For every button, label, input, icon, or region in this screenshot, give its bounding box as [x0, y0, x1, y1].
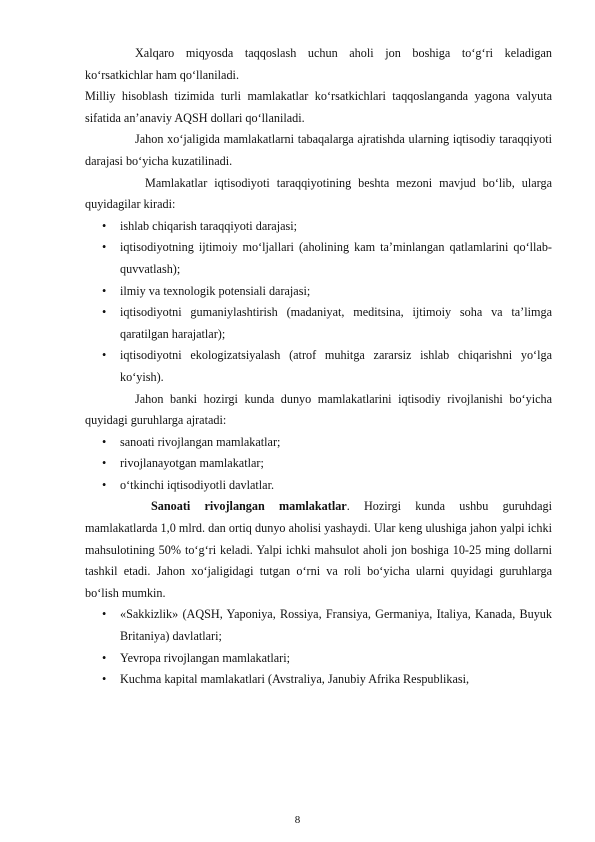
bullet-icon: • — [102, 434, 107, 449]
list-item — [85, 453, 552, 475]
list-item — [85, 345, 552, 388]
list-item — [85, 604, 552, 647]
list-item — [85, 281, 552, 303]
paragraph-currency: Milliy hisoblash tizimida turli mamlakatlar ko‘rsatkichlari taqqoslanganda yagona valyuta sifatida an’anaviy AQSH dollari qo‘llaniladi. — [85, 89, 552, 125]
page-number: 8 — [294, 814, 301, 826]
bullet-icon: • — [102, 650, 107, 665]
list-item — [85, 648, 552, 670]
developed-list — [85, 604, 552, 690]
list-item — [85, 216, 552, 238]
list-item-text: iqtisodiyotni ekologizatsiyalash (atrof muhitga zararsiz ishlab chiqarishni yo‘lga ko‘yish). — [120, 348, 552, 384]
page-content — [85, 43, 552, 691]
list-item-text: rivojlanayotgan mamlakatlar; — [120, 456, 264, 471]
bold-term: Sanoati rivojlangan mamlakatlar — [151, 499, 347, 514]
bullet-icon: • — [102, 348, 107, 363]
paragraph-intl-comparison: Xalqaro miqyosda taqqoslash uchun aholi jon boshiga to‘g‘ri keladigan ko‘rsatkichlar ham qo‘llaniladi. — [85, 46, 552, 82]
list-item-text: iqtisodiyotni gumaniylashtirish (madaniyat, meditsina, ijtimoiy soha va ta’limga qaratilgan harajatlar); — [120, 305, 552, 341]
bullet-icon: • — [102, 456, 107, 471]
list-item — [85, 669, 552, 691]
list-item-text: sanoati rivojlangan mamlakatlar; — [120, 434, 281, 449]
bullet-icon: • — [102, 305, 107, 320]
list-item — [85, 475, 552, 497]
list-item-text: ilmiy va texnologik potensiali darajasi; — [120, 283, 311, 298]
bullet-icon: • — [102, 477, 107, 492]
paragraph-classification: Jahon xo‘jaligida mamlakatlarni tabaqalarga ajratishda ularning iqtisodiy taraqqiyoti darajasi bo‘yicha kuzatilinadi. — [85, 132, 552, 168]
list-item-text: Yevropa rivojlangan mamlakatlari; — [120, 650, 291, 665]
list-item-text: iqtisodiyotning ijtimoiy mo‘ljallari (aholining kam ta’minlangan qatlamlarini qo‘llab-quvvatlash); — [120, 240, 552, 276]
paragraph-criteria-intro: Mamlakatlar iqtisodiyoti taraqqiyotining beshta mezoni mavjud bo‘lib, ularga quyidagilar kiradi: — [85, 175, 552, 212]
paragraph-text: . Hozirgi kunda ushbu guruhdagi mamlakatlarda 1,0 mlrd. dan ortiq dunyo aholisi yashaydi. Ular keng ulushiga jahon yalpi ichki mahsulotining 50% to‘g‘ri keladi. Yalpi ichki mahsulot aholi jon boshiga 10-25 ming dollarni tashkil etadi. Jahon xo‘jaligidagi tutgan o‘rni va roli bo‘yicha ularni quyidagi guruhlarga bo‘lish mumkin. — [85, 499, 553, 600]
list-item — [85, 432, 552, 454]
paragraph-world-bank: Jahon banki hozirgi kunda dunyo mamlakatlarini iqtisodiy rivojlanishi bo‘yicha quyidagi guruhlarga ajratadi: — [85, 391, 552, 428]
list-item-text: ishlab chiqarish taraqqiyoti darajasi; — [120, 218, 298, 233]
groups-list — [85, 432, 552, 497]
list-item-text: Kuchma kapital mamlakatlari (Avstraliya, Janubiy Afrika Respublikasi, — [120, 672, 470, 687]
list-item-text: «Sakkizlik» (AQSH, Yaponiya, Rossiya, Fransiya, Germaniya, Italiya, Kanada, Buyuk Britaniya) davlatlari; — [120, 607, 552, 644]
bullet-icon: • — [102, 240, 107, 255]
list-item — [85, 237, 552, 280]
bullet-icon: • — [102, 607, 107, 622]
list-item — [85, 302, 552, 345]
bullet-icon: • — [102, 283, 107, 298]
bullet-icon: • — [102, 218, 107, 233]
list-item-text: o‘tkinchi iqtisodiyotli davlatlar. — [120, 477, 275, 492]
criteria-list — [85, 216, 552, 389]
bullet-icon: • — [102, 672, 107, 687]
paragraph-developed-countries — [85, 496, 552, 604]
